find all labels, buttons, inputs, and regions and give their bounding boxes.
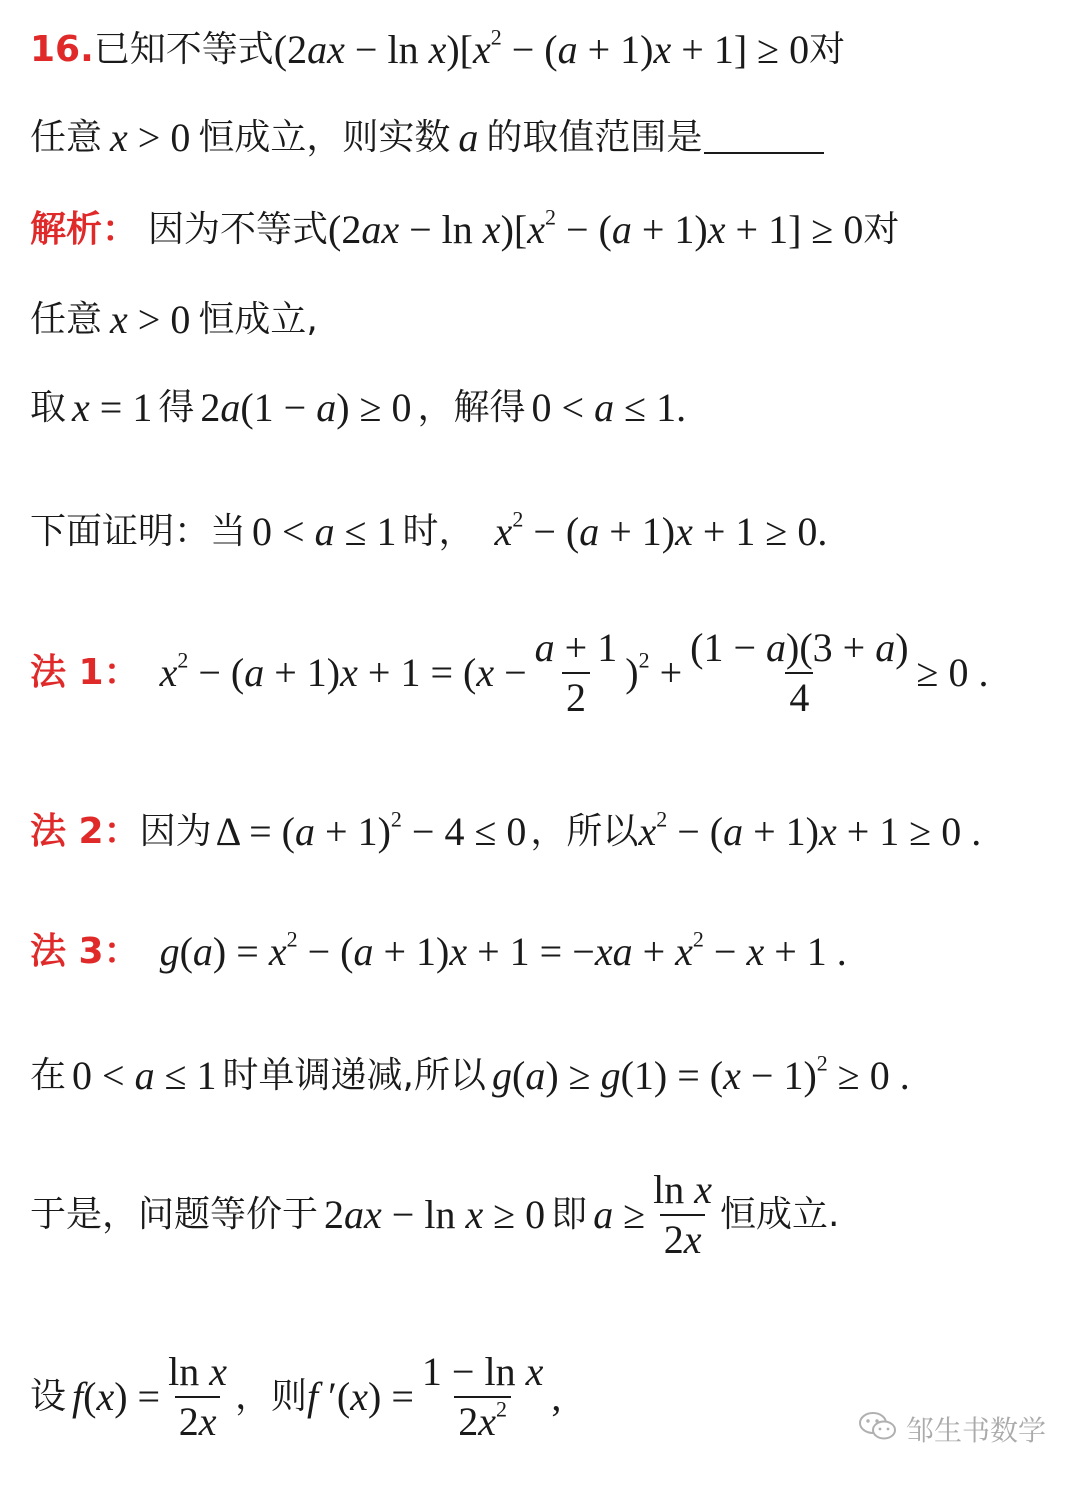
method-2-label: 法 2： — [30, 811, 140, 852]
watermark — [858, 1409, 1046, 1449]
method-3-label: 法 3： — [30, 931, 140, 972]
watermark-text: 邹生书数学 — [905, 1414, 1046, 1447]
fraction-f-prime: $\frac{\text{1 − ln x}}{2x^2}$ — [421, 1349, 544, 1444]
solution-label: 解析： — [30, 209, 139, 250]
answer-blank — [704, 122, 824, 154]
solution-line-9: 于是，问题等价于 2ax − ln x ≥ 0 即 a ≥ $\frac{\text{ln x}}{2x}$ 恒成立. — [30, 1167, 840, 1262]
fraction-a-plus-1-over-2: $\frac{a + 1}{2}$ — [534, 625, 618, 720]
problem-stem: 已知不等式 — [93, 29, 274, 70]
solution-line-1: 解析： 因为不等式 $(2ax - \ln x)[x^2 - (a + 1)x + 1] \ge 0$ 对 — [30, 204, 900, 252]
fraction-lnx-over-2x: $\frac{\text{ln x}}{2x}$ — [653, 1167, 713, 1262]
solution-line-8: 在 0 < a ≤ 1 时单调递减,所以 $g(a) \ge g(1) = (x - 1)^2 \ge 0$ . — [30, 1050, 910, 1098]
problem-line-2: 任意 x > 0 恒成立，则实数 a 的取值范围是 — [30, 118, 824, 158]
solution-line-2: 任意 x > 0 恒成立, — [30, 297, 318, 342]
problem-line-1: 16. 已知不等式 $(2ax - \ln x)[x^2 - (a + 1)x + 1] \ge 0$ 对 — [30, 24, 846, 72]
method-1-label: 法 1： — [30, 652, 140, 693]
math-inequality: $(2ax - \ln x)[x^2 - (a + 1)x + 1] \ge 0$ — [273, 24, 810, 72]
solution-line-3: 取 x = 1 得 2a(1 − a) ≥ 0 ，解得 0 < a ≤ 1. — [30, 385, 687, 430]
fraction-f: $\frac{\text{ln x}}{2x}$ — [168, 1349, 228, 1444]
problem-number: 16. — [30, 29, 94, 70]
method-2-line: 法 2： 因为 $\Delta = (a + 1)^2 - 4 \le 0$ ，所以 $x^2 - (a + 1)x + 1 \ge 0$ . — [30, 806, 982, 854]
fraction-1-minus-a-3-plus-a-over-4: $\frac{(1 - a)(3 + a)}{4}$ — [690, 625, 909, 720]
solution-line-10: 设 f(x) = $\frac{\text{ln x}}{2x}$ ，则 f ′(x) = $\frac{\text{1 − ln x}}{2x^2}$ , — [30, 1349, 562, 1444]
wechat-icon — [858, 1410, 898, 1449]
method-1-line: 法 1： $x^2 - (a + 1)x + 1 = (x$ − $\frac{a + 1}{2}$ )$^2$ + $\frac{(1 - a)(3 + a)}{4}$ ≥ 0 . — [30, 625, 989, 720]
solution-line-4: 下面证明：当 0 < a ≤ 1 时， $x^2 - (a + 1)x + 1 \ge 0$. — [30, 506, 828, 554]
method-3-line: 法 3： $g(a) = x^2 - (a + 1)x + 1 = -xa + x^2 - x + 1$ . — [30, 926, 847, 974]
